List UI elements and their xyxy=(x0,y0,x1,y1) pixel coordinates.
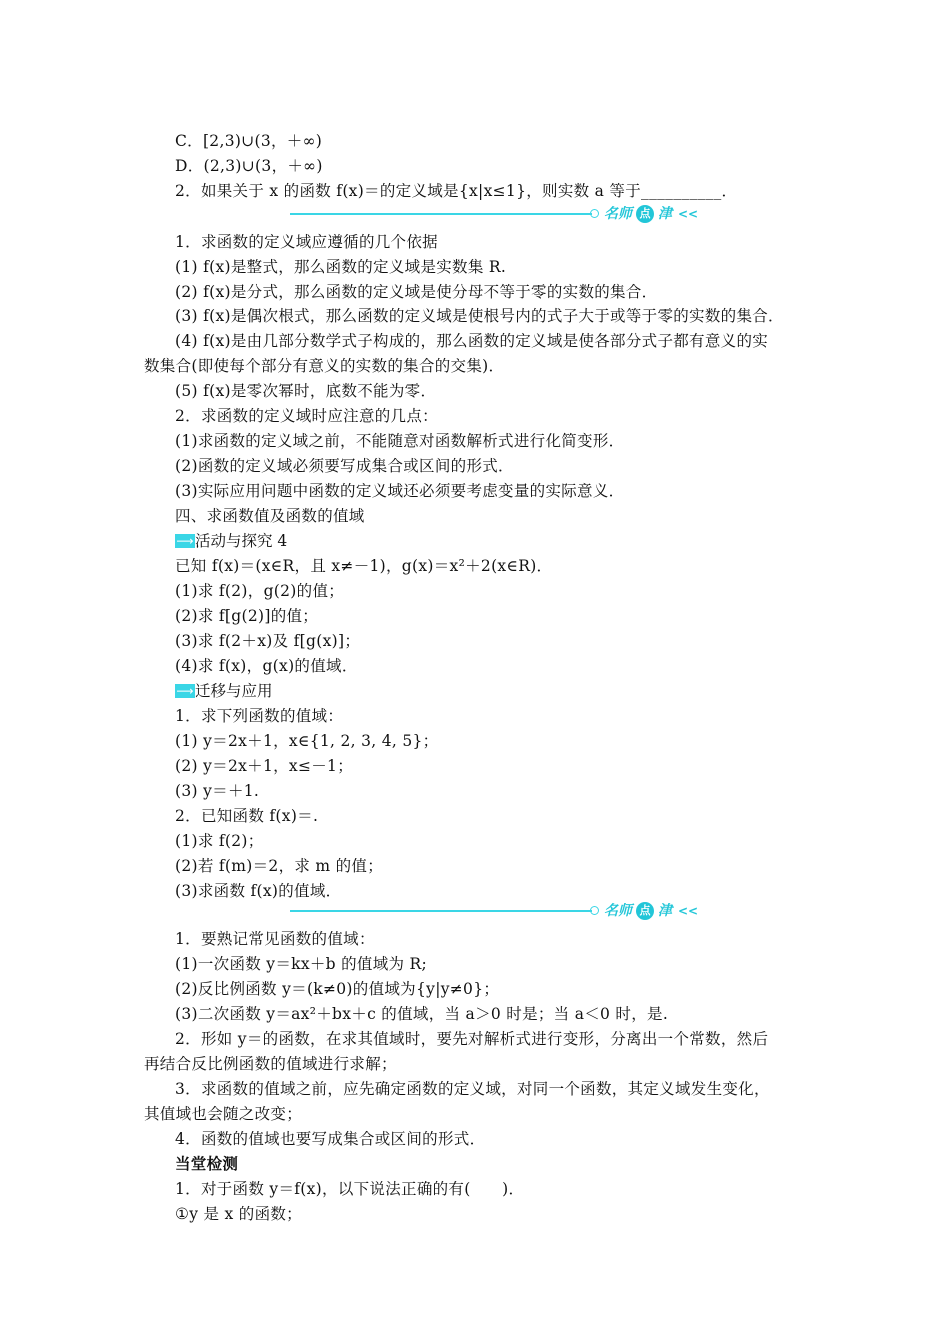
banner-text-a: 名师 xyxy=(604,206,632,222)
activity-part-2: (2)求 f[g(2)]的值； xyxy=(175,607,319,625)
range-tip-5-cont: 其值域也会随之改变； xyxy=(144,1105,303,1123)
quiz-heading: 当堂检测 xyxy=(175,1154,239,1173)
range-tips-heading: 1．要熟记常见函数的值域： xyxy=(175,930,375,948)
domain-rule-2: (2) f(x)是分式，那么函数的定义域是使分母不等于零的实数的集合． xyxy=(175,283,658,301)
domain-rule-1: (1) f(x)是整式，那么函数的定义域是实数集 R. xyxy=(175,258,507,276)
banner-stamp: 点 xyxy=(636,902,654,920)
domain-rule-5: (5) f(x)是零次幂时，底数不能为零． xyxy=(175,382,437,400)
exercise-2-part-1: (1)求 f(2)； xyxy=(175,832,264,850)
range-tip-4: 2．形如 y＝的函数，在求其值域时，要先对解析式进行变形，分离出一个常数，然后 xyxy=(175,1030,769,1048)
range-tip-3: (3)二次函数 y＝ax²＋bx＋c 的值域，当 a＞0 时是；当 a＜0 时，是. xyxy=(175,1005,669,1023)
range-tip-6: 4．函数的值域也要写成集合或区间的形式． xyxy=(175,1130,486,1148)
exercise-1-part-1: (1) y＝2x＋1，x∈{1, 2, 3, 4, 5}； xyxy=(175,732,439,750)
activity-part-4: (4)求 f(x)，g(x)的值域． xyxy=(175,657,358,675)
range-tip-5: 3．求函数的值域之前，应先确定函数的定义域，对同一个函数，其定义域发生变化， xyxy=(175,1080,770,1098)
exercise-1-part-3: (3) y＝＋1. xyxy=(175,782,260,800)
option-c: C．[2,3)∪(3，＋∞) xyxy=(175,132,323,150)
range-tip-1: (1)一次函数 y＝kx＋b 的值域为 R; xyxy=(175,955,428,973)
exercise-1: 1．求下列函数的值域： xyxy=(175,707,344,725)
banner-arrows-icon: << xyxy=(678,904,699,918)
activity-arrow-icon: ⟶ xyxy=(176,534,194,548)
transfer-arrow-icon: ⟶ xyxy=(176,684,194,698)
domain-note-2: (2)函数的定义域必须要写成集合或区间的形式． xyxy=(175,457,514,475)
banner-stamp: 点 xyxy=(636,205,654,223)
banner-dot-icon xyxy=(590,209,599,218)
transfer-label: 迁移与应用 xyxy=(195,682,273,700)
activity-problem: 已知 f(x)＝(x∈R，且 x≠－1)，g(x)＝x²＋2(x∈R)． xyxy=(175,557,553,575)
exercise-1-part-2: (2) y＝2x＋1，x≤－1； xyxy=(175,757,353,775)
domain-rule-4: (4) f(x)是由几部分数学式子构成的，那么函数的定义域是使各部分式子都有意义的实 xyxy=(175,332,769,350)
domain-rule-3: (3) f(x)是偶次根式，那么函数的定义域是使根号内的式子大于或等于零的实数的集合． xyxy=(175,307,784,325)
option-d: D．(2,3)∪(3，＋∞) xyxy=(175,157,323,175)
transfer-tag xyxy=(175,681,273,701)
domain-rules-heading: 1．求函数的定义域应遵循的几个依据 xyxy=(175,233,438,251)
section-4-heading: 四、求函数值及函数的值域 xyxy=(175,507,365,525)
exercise-2-part-3: (3)求函数 f(x)的值域． xyxy=(175,882,342,900)
domain-note-3: (3)实际应用问题中函数的定义域还必须要考虑变量的实际意义． xyxy=(175,482,625,500)
activity-label: 活动与探究 4 xyxy=(195,532,288,550)
banner-rule xyxy=(290,213,592,215)
quiz-item-1: ①y 是 x 的函数； xyxy=(175,1205,302,1223)
quiz-question-1: 1．对于函数 y＝f(x)，以下说法正确的有( )． xyxy=(175,1180,525,1198)
range-tip-4-cont: 再结合反比例函数的值域进行求解； xyxy=(144,1055,397,1073)
activity-tag xyxy=(175,531,287,551)
question-2: 2．如果关于 x 的函数 f(x)＝的定义域是{x|x≤1}，则实数 a 等于__________． xyxy=(175,182,738,200)
banner-arrows-icon: << xyxy=(678,207,699,221)
teacher-tip-banner-2 xyxy=(290,901,700,921)
domain-rule-4-cont: 数集合(即使每个部分有意义的实数的集合的交集)． xyxy=(144,357,505,375)
banner-rule xyxy=(290,910,592,912)
domain-note-1: (1)求函数的定义域之前，不能随意对函数解析式进行化简变形． xyxy=(175,432,625,450)
banner-text-b: 津 xyxy=(658,903,672,919)
range-tip-2: (2)反比例函数 y＝(k≠0)的值域为{y|y≠0}； xyxy=(175,980,500,998)
activity-part-3: (3)求 f(2＋x)及 f[g(x)]； xyxy=(175,632,361,650)
domain-notes-heading: 2．求函数的定义域时应注意的几点： xyxy=(175,407,438,425)
banner-text-a: 名师 xyxy=(604,903,632,919)
exercise-2-part-2: (2)若 f(m)＝2，求 m 的值； xyxy=(175,857,384,875)
banner-text-b: 津 xyxy=(658,206,672,222)
teacher-tip-banner xyxy=(290,204,700,224)
banner-dot-icon xyxy=(590,906,599,915)
exercise-2: 2．已知函数 f(x)＝. xyxy=(175,807,319,825)
activity-part-1: (1)求 f(2)，g(2)的值； xyxy=(175,582,345,600)
